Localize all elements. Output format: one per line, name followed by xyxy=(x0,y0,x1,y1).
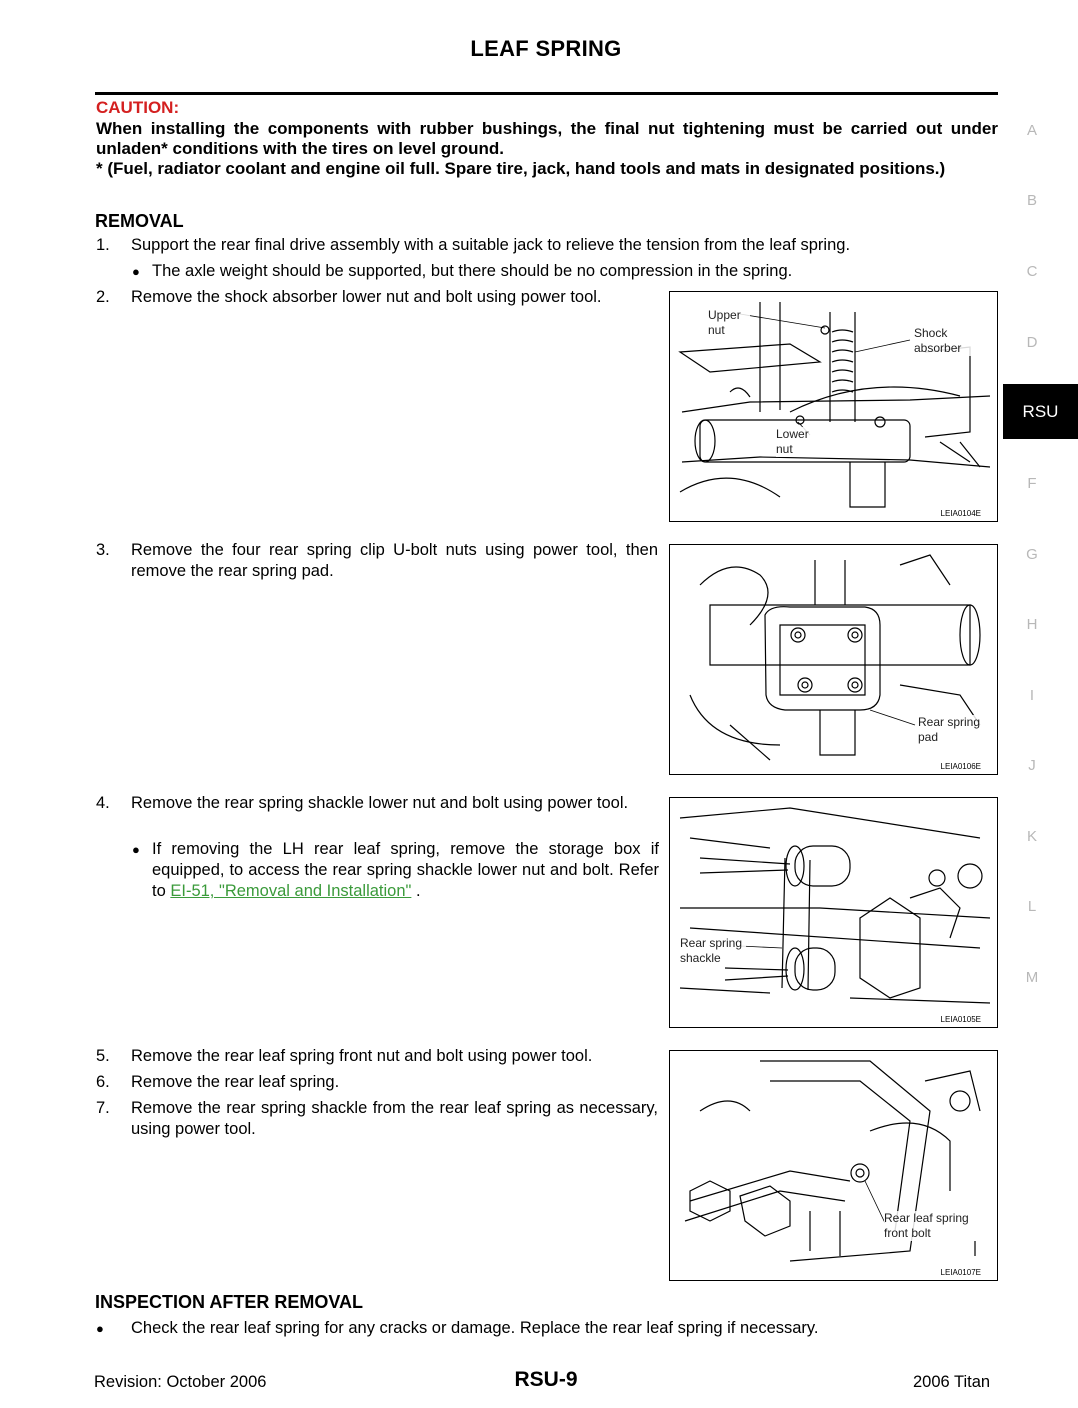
bullet-text xyxy=(152,839,659,902)
side-tab-rsu[interactable]: RSU xyxy=(1003,384,1078,439)
bullet-text-end: . xyxy=(415,882,421,900)
figure-label: Lower nut xyxy=(776,427,816,457)
side-tab-h[interactable]: H xyxy=(1026,616,1038,633)
caution-body xyxy=(96,119,998,179)
figure-label: Rear spring shackle xyxy=(680,936,746,966)
footer-model: 2006 Titan xyxy=(913,1373,991,1391)
caution-label: CAUTION: xyxy=(96,98,180,117)
cross-reference-link[interactable]: EI-51, "Removal and Installation" xyxy=(170,882,412,900)
figure-rear-leaf-spring-front-bolt xyxy=(669,1050,998,1281)
side-tab-l[interactable]: L xyxy=(1027,898,1037,915)
step-text: Remove the rear leaf spring front nut and bolt using power tool. xyxy=(131,1047,593,1065)
removal-heading: REMOVAL xyxy=(95,211,184,231)
bullet-dot: ● xyxy=(132,264,140,279)
step-text: Remove the rear spring shackle lower nut and bolt using power tool. xyxy=(131,794,629,812)
figure-label: Shock absorber xyxy=(914,326,976,356)
figure-label: Upper nut xyxy=(708,308,750,338)
figure-code: LEIA0106E xyxy=(940,762,981,771)
step-text: Support the rear final drive assembly with a suitable jack to relieve the tension from the leaf spring. xyxy=(131,236,851,254)
figure-rear-spring-pad xyxy=(669,544,998,775)
step-text: Remove the rear leaf spring. xyxy=(131,1073,340,1091)
side-tab-c[interactable]: C xyxy=(1026,263,1038,280)
footer-page-number: RSU-9 xyxy=(514,1368,578,1391)
side-tab-a[interactable]: A xyxy=(1026,122,1037,139)
caution-text-1: When installing the components with rubber bushings, the final nut tightening must be carried out under unladen* conditions with the tires on level ground. xyxy=(96,119,998,158)
step-number: 1. xyxy=(96,236,110,254)
side-tab-b[interactable]: B xyxy=(1026,192,1037,209)
footer-revision: Revision: October 2006 xyxy=(94,1373,267,1391)
caution-text-2: * (Fuel, radiator coolant and engine oil full. Spare tire, jack, hand tools and mats in designated positions.) xyxy=(96,159,946,178)
side-tab-k[interactable]: K xyxy=(1026,828,1037,845)
figure-rear-spring-shackle xyxy=(669,797,998,1028)
side-tab-g[interactable]: G xyxy=(1026,546,1038,563)
page-title: LEAF SPRING xyxy=(470,36,622,61)
step-number: 4. xyxy=(96,794,110,812)
step-number: 7. xyxy=(96,1099,110,1117)
title-divider xyxy=(95,92,998,95)
figure-drawing xyxy=(670,798,997,1027)
bullet-text: Check the rear leaf spring for any cracks or damage. Replace the rear leaf spring if necessary. xyxy=(131,1319,819,1337)
figure-label: Rear leaf spring front bolt xyxy=(884,1211,980,1241)
side-tab-d[interactable]: D xyxy=(1026,334,1038,351)
step-number: 5. xyxy=(96,1047,110,1065)
figure-drawing xyxy=(670,1051,997,1280)
side-tab-f[interactable]: F xyxy=(1027,475,1037,492)
side-tab-i[interactable]: I xyxy=(1029,687,1035,704)
inspection-heading: INSPECTION AFTER REMOVAL xyxy=(95,1292,364,1312)
figure-code: LEIA0107E xyxy=(940,1268,981,1277)
step-number: 2. xyxy=(96,288,110,306)
step-number: 3. xyxy=(96,541,110,559)
step-text: Remove the four rear spring clip U-bolt nuts using power tool, then remove the rear spring pad. xyxy=(131,541,658,580)
bullet-text-body: If removing the LH rear leaf spring, remove the storage box if equipped, to access the rear spring shackle lower nut and bolt. Refer to xyxy=(152,840,659,900)
figure-shock-absorber xyxy=(669,291,998,522)
step-text: Remove the shock absorber lower nut and bolt using power tool. xyxy=(131,288,602,306)
step-number: 6. xyxy=(96,1073,110,1091)
figure-code: LEIA0104E xyxy=(940,509,981,518)
side-tab-j[interactable]: J xyxy=(1028,757,1036,774)
figure-label: Rear spring pad xyxy=(918,715,990,745)
figure-code: LEIA0105E xyxy=(940,1015,981,1024)
bullet-dot: ● xyxy=(96,1321,104,1336)
side-tab-m[interactable]: M xyxy=(1025,969,1039,986)
step-text: Remove the rear spring shackle from the rear leaf spring as necessary, using power tool. xyxy=(131,1099,658,1138)
bullet-text: The axle weight should be supported, but there should be no compression in the spring. xyxy=(152,262,793,280)
bullet-dot: ● xyxy=(132,842,140,857)
